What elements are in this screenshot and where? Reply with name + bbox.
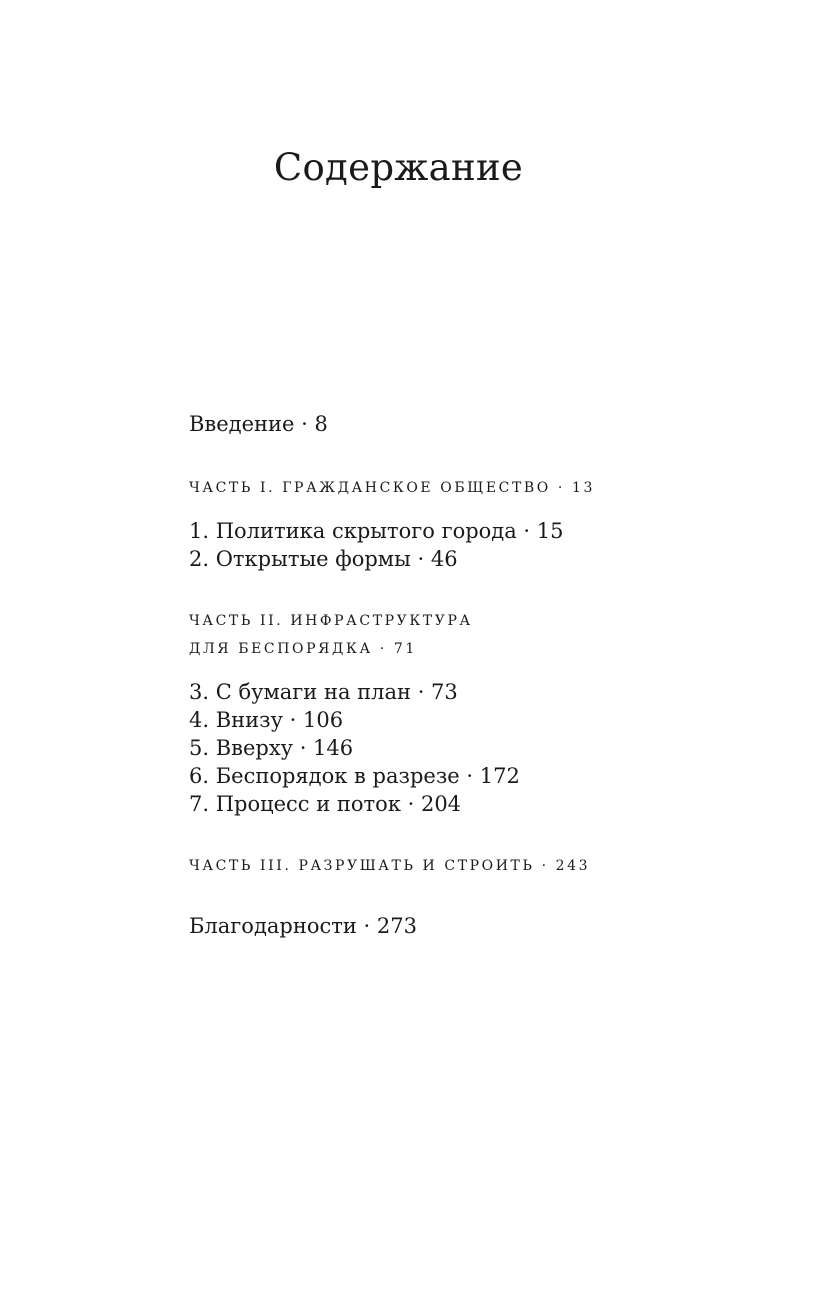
page-title: Содержание: [273, 146, 524, 189]
toc-part-2-heading-line-2: ДЛЯ БЕСПОРЯДКА · 71: [189, 641, 417, 657]
toc-part-1-heading: ЧАСТЬ I. ГРАЖДАНСКОЕ ОБЩЕСТВО · 13: [189, 480, 596, 496]
toc-chapter-1: 1. Политика скрытого города · 15: [189, 519, 564, 543]
toc-chapter-7: 7. Процесс и поток · 204: [189, 792, 462, 816]
toc-chapter-2: 2. Открытые формы · 46: [189, 547, 458, 571]
toc-chapter-3: 3. С бумаги на план · 73: [189, 680, 458, 704]
toc-part-3-heading: ЧАСТЬ III. РАЗРУШАТЬ И СТРОИТЬ · 243: [189, 858, 591, 874]
toc-chapter-5: 5. Вверху · 146: [189, 736, 354, 760]
toc-entry-introduction: Введение · 8: [189, 412, 328, 436]
toc-entry-acknowledgements: Благодарности · 273: [189, 914, 417, 938]
toc-chapter-6: 6. Беспорядок в разрезе · 172: [189, 764, 520, 788]
toc-chapter-4: 4. Внизу · 106: [189, 708, 344, 732]
toc-part-2-heading-line-1: ЧАСТЬ II. ИНФРАСТРУКТУРА: [189, 613, 473, 629]
